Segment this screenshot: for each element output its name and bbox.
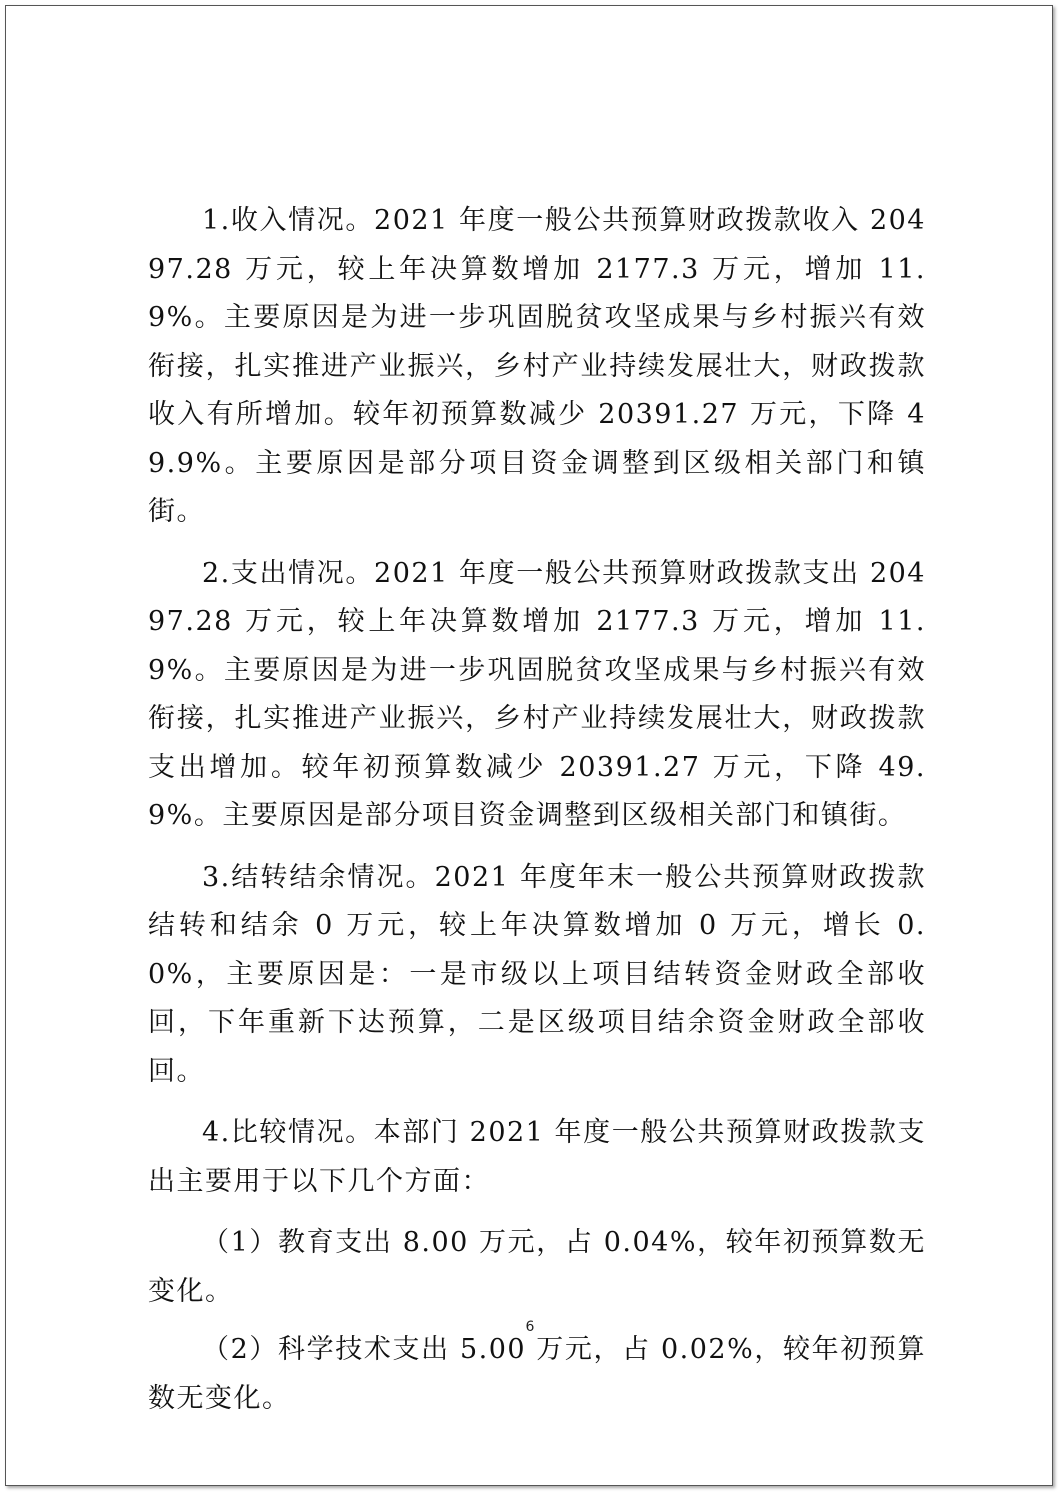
page-number: 6 [525, 1319, 535, 1335]
document-body [148, 197, 926, 1436]
paragraph-expenditure: 2.支出情况。2021 年度一般公共预算财政拨款支出 20497.28 万元，较上年决算数增加 2177.3 万元，增加 11.9%。主要原因是为进一步巩固脱贫攻坚成果与乡村振兴有效衔接，扎实推进产业振兴，乡村产业持续发展壮大，财政拨款支出增加。较年初预算数减少 20391.27 万元，下降 49.9%。主要原因是部分项目资金调整到区级相关部门和镇街。 [148, 557, 926, 831]
paragraph-science: （2）科学技术支出 5.00 万元，占 0.02%，较年初预算数无变化。 [148, 1334, 926, 1414]
paragraph-comparison: 4.比较情况。本部门 2021 年度一般公共预算财政拨款支出主要用于以下几个方面： [148, 1117, 926, 1197]
paragraph-income: 1.收入情况。2021 年度一般公共预算财政拨款收入 20497.28 万元，较上年决算数增加 2177.3 万元，增加 11.9%。主要原因是为进一步巩固脱贫攻坚成果与乡村振兴有效衔接，扎实推进产业振兴，乡村产业持续发展壮大，财政拨款收入有所增加。较年初预算数减少 20391.27 万元，下降 49.9%。主要原因是部分项目资金调整到区级相关部门和镇街。 [148, 205, 926, 527]
paragraph-education: （1）教育支出 8.00 万元，占 0.04%，较年初预算数无变化。 [148, 1227, 926, 1307]
paragraph-carryover: 3.结转结余情况。2021 年度年末一般公共预算财政拨款结转和结余 0 万元，较上年决算数增加 0 万元，增长 0.0%，主要原因是：一是市级以上项目结转资金财政全部收回，下年重新下达预算，二是区级项目结余资金财政全部收回。 [148, 861, 926, 1087]
